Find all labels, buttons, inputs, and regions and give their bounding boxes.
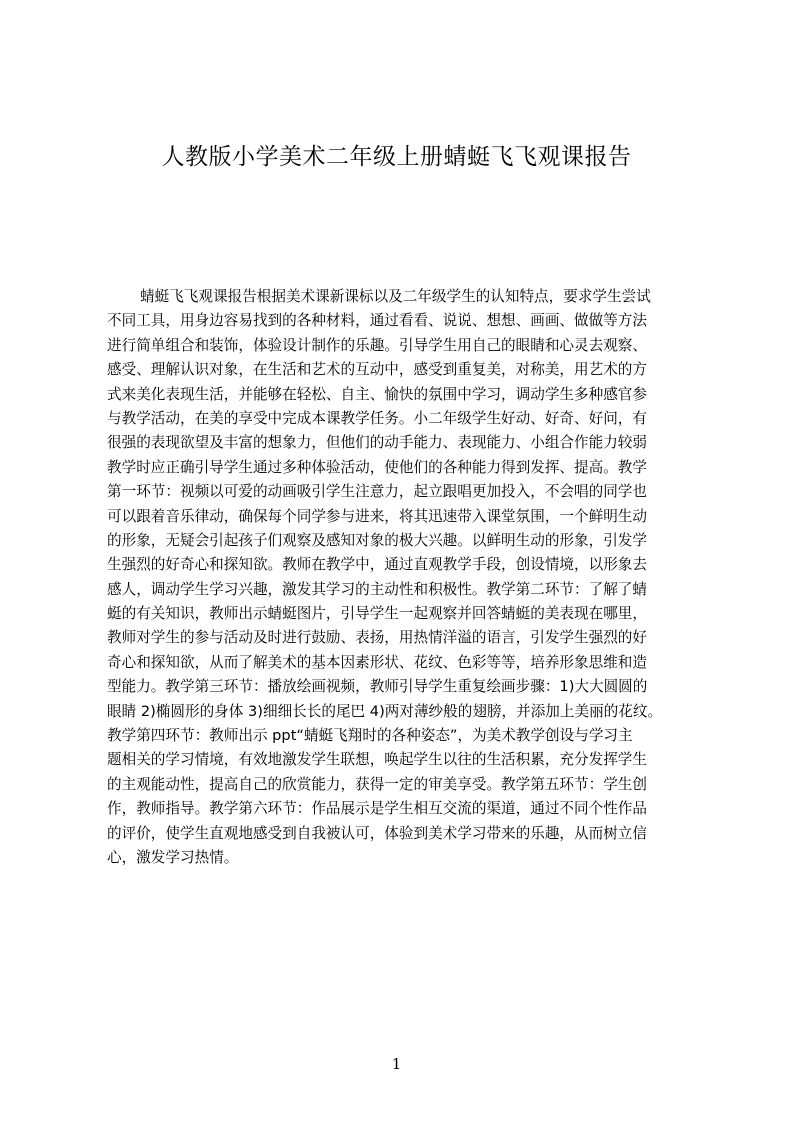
body-line: 的评价，使学生直观地感受到自我被认可，体验到美术学习带来的乐趣，从而树立信 xyxy=(107,824,647,842)
body-line: 教师对学生的参与活动及时进行鼓励、表扬，用热情洋溢的语言，引发学生强烈的好 xyxy=(107,629,647,647)
body-line: 进行简单组合和装饰，体验设计制作的乐趣。引导学生用自己的眼睛和心灵去观察、 xyxy=(107,336,647,354)
body-line: 蜓的有关知识，教师出示蜻蜓图片，引导学生一起观察并回答蜻蜓的美表现在哪里， xyxy=(107,605,647,623)
body-line: 教学时应正确引导学生通过多种体验活动，使他们的各种能力得到发挥、提高。教学 xyxy=(107,458,647,476)
body-line: 生强烈的好奇心和探知欲。教师在教学中，通过直观教学手段，创设情境，以形象去 xyxy=(107,556,647,574)
body-line: 第一环节：视频以可爱的动画吸引学生注意力，起立跟唱更加投入，不会唱的同学也 xyxy=(107,483,647,501)
report-body xyxy=(107,285,697,870)
body-line: 不同工具，用身边容易找到的各种材料，通过看看、说说、想想、画画、做做等方法 xyxy=(107,312,647,330)
body-line: 式来美化表现生活，并能够在轻松、自主、愉快的氛围中学习，调动学生多种感官参 xyxy=(107,385,647,403)
body-line: 眼睛 2)椭圆形的身体 3)细细长长的尾巴 4)两对薄纱般的翅膀，并添加上美丽的花纹。 xyxy=(107,702,663,720)
body-line: 可以跟着音乐律动，确保每个同学参与进来，将其迅速带入课堂氛围，一个鲜明生动 xyxy=(107,507,647,525)
body-line: 的主观能动性，提高自己的欣赏能力，获得一定的审美享受。教学第五环节：学生创 xyxy=(107,775,647,793)
body-line: 作，教师指导。教学第六环节：作品展示是学生相互交流的渠道，通过不同个性作品 xyxy=(107,800,647,818)
body-line: 感受、理解认识对象，在生活和艺术的互动中，感受到重复美，对称美，用艺术的方 xyxy=(107,361,647,379)
body-line: 与教学活动，在美的享受中完成本课教学任务。小二年级学生好动、好奇、好问，有 xyxy=(107,409,647,427)
document-title: 人教版小学美术二年级上册蜻蜓飞飞观课报告 xyxy=(161,144,632,170)
page-number: 1 xyxy=(391,1055,402,1073)
body-line: 的形象，无疑会引起孩子们观察及感知对象的极大兴趣。以鲜明生动的形象，引发学 xyxy=(107,531,647,549)
body-line: 感人，调动学生学习兴趣，激发其学习的主动性和积极性。教学第二环节：了解了蜻 xyxy=(107,580,647,598)
body-line: 奇心和探知欲，从而了解美术的基本因素形状、花纹、色彩等等，培养形象思维和造 xyxy=(107,653,647,671)
body-line: 心，激发学习热情。 xyxy=(107,848,239,866)
body-line: 题相关的学习情境，有效地激发学生联想，唤起学生以往的生活积累，充分发挥学生 xyxy=(107,751,647,769)
body-line: 蜻蜓飞飞观课报告根据美术课新课标以及二年级学生的认知特点，要求学生尝试 xyxy=(140,288,651,305)
body-line: 型能力。教学第三环节：播放绘画视频，教师引导学生重复绘画步骤：1)大大圆圆的 xyxy=(107,678,648,696)
body-line: 教学第四环节：教师出示 ppt“蜻蜓飞翔时的各种姿态”，为美术教学创设与学习主 xyxy=(107,727,633,745)
body-line: 很强的表现欲望及丰富的想象力，但他们的动手能力、表现能力、小组合作能力较弱 xyxy=(107,434,647,452)
